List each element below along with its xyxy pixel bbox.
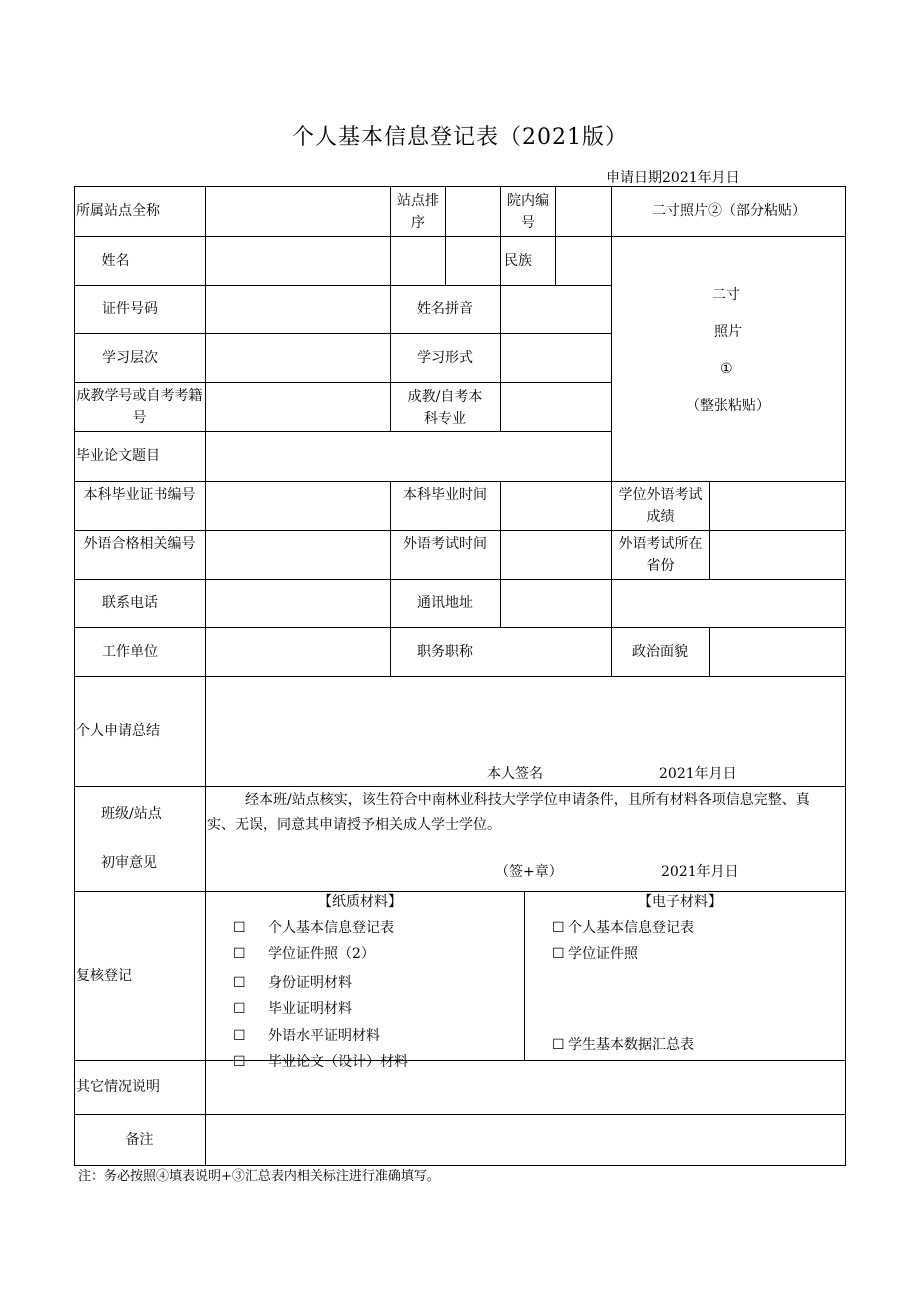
label-remark: 备注 — [125, 1132, 154, 1148]
review-sign: （签+章） — [495, 864, 563, 880]
label-bachelor-cert: 本科毕业证书编号 — [83, 487, 196, 503]
label-foreign-no: 外语合格相关编号 — [83, 536, 196, 552]
label-phone: 联系电话 — [102, 595, 158, 611]
paper-checkbox[interactable]: ☐ — [233, 920, 246, 936]
footnote: 注：务必按照④填表说明+③汇总表内相关标注进行准确填写。 — [78, 1169, 440, 1184]
label-other: 其它情况说明 — [76, 1079, 160, 1095]
paper-checkbox[interactable]: ☐ — [233, 1028, 246, 1044]
label-address: 通讯地址 — [417, 595, 473, 611]
label-recheck: 复核登记 — [76, 968, 132, 984]
label-college-no: 院内编号 — [507, 193, 549, 231]
label-class-review-2: 初审意见 — [101, 855, 157, 871]
label-adult-major: 成教/自考本科专业 — [407, 388, 483, 427]
electronic-item: 个人基本信息登记表 — [568, 920, 694, 936]
paper-item: 个人基本信息登记表 — [268, 920, 394, 936]
review-date: 2021年月日 — [661, 864, 739, 880]
paper-checkbox[interactable]: ☐ — [233, 1054, 246, 1070]
paper-checkbox[interactable]: ☐ — [233, 946, 246, 962]
label-employer: 工作单位 — [102, 643, 158, 660]
photo-1-line-1: 二寸 — [712, 287, 740, 303]
apply-date: 申请日期2021年月日 — [606, 170, 740, 186]
signature-label: 本人签名 — [487, 766, 543, 782]
label-class-review-1: 班级/站点 — [101, 806, 162, 822]
label-job-title: 职务职称 — [417, 643, 473, 660]
review-text: 经本班/站点核实，该生符合中南林业科技大学学位申请条件，且所有材料各项信息完整、真实、无误，同意其申请授予相关成人学士学位。 — [207, 792, 810, 833]
paper-checkbox[interactable]: ☐ — [233, 975, 246, 991]
label-adult-id: 成教学号或自考考籍号 — [76, 388, 203, 426]
label-station-order: 站点排序 — [397, 193, 439, 231]
label-name-pinyin: 姓名拼音 — [417, 301, 473, 317]
photo-1-line-2: 照片 — [714, 324, 742, 340]
electronic-item: 学生基本数据汇总表 — [568, 1037, 694, 1053]
paper-item: 学位证件照（2） — [268, 946, 375, 962]
photo-1-line-3: ① — [720, 361, 733, 377]
materials-area — [206, 892, 844, 1070]
photo-1-line-4: （整张粘贴） — [686, 398, 770, 414]
label-name: 姓名 — [101, 252, 130, 269]
paper-item: 身份证明材料 — [268, 975, 352, 991]
label-station-name: 所属站点全称 — [76, 203, 160, 219]
label-photo-2: 二寸照片②（部分粘贴） — [652, 203, 806, 219]
label-degree-exam-score: 学位外语考试成绩 — [618, 487, 703, 525]
label-political: 政治面貌 — [632, 643, 688, 660]
paper-checkbox[interactable]: ☐ — [233, 1001, 246, 1017]
label-thesis: 毕业论文题目 — [76, 448, 160, 464]
electronic-checkbox[interactable]: ☐ — [552, 920, 565, 936]
form-title: 个人基本信息登记表（2021版） — [292, 125, 628, 150]
label-study-form: 学习形式 — [417, 349, 473, 366]
label-id-no: 证件号码 — [102, 301, 158, 317]
paper-materials-header: 【纸质材料】 — [318, 894, 402, 910]
electronic-checkbox[interactable]: ☐ — [552, 1037, 565, 1053]
paper-item: 毕业论文（设计）材料 — [268, 1054, 408, 1070]
label-foreign-province: 外语考试所在省份 — [618, 536, 703, 574]
paper-item: 外语水平证明材料 — [268, 1028, 380, 1044]
signature-date: 2021年月日 — [659, 766, 737, 782]
paper-item: 毕业证明材料 — [268, 1001, 352, 1017]
label-foreign-time: 外语考试时间 — [403, 536, 487, 552]
electronic-item: 学位证件照 — [568, 946, 638, 962]
electronic-materials-header: 【电子材料】 — [638, 894, 722, 910]
label-summary: 个人申请总结 — [76, 723, 160, 739]
label-bachelor-time: 本科毕业时间 — [403, 487, 487, 503]
label-level: 学习层次 — [102, 349, 158, 366]
label-ethnicity: 民族 — [504, 252, 532, 269]
electronic-checkbox[interactable]: ☐ — [552, 946, 565, 962]
